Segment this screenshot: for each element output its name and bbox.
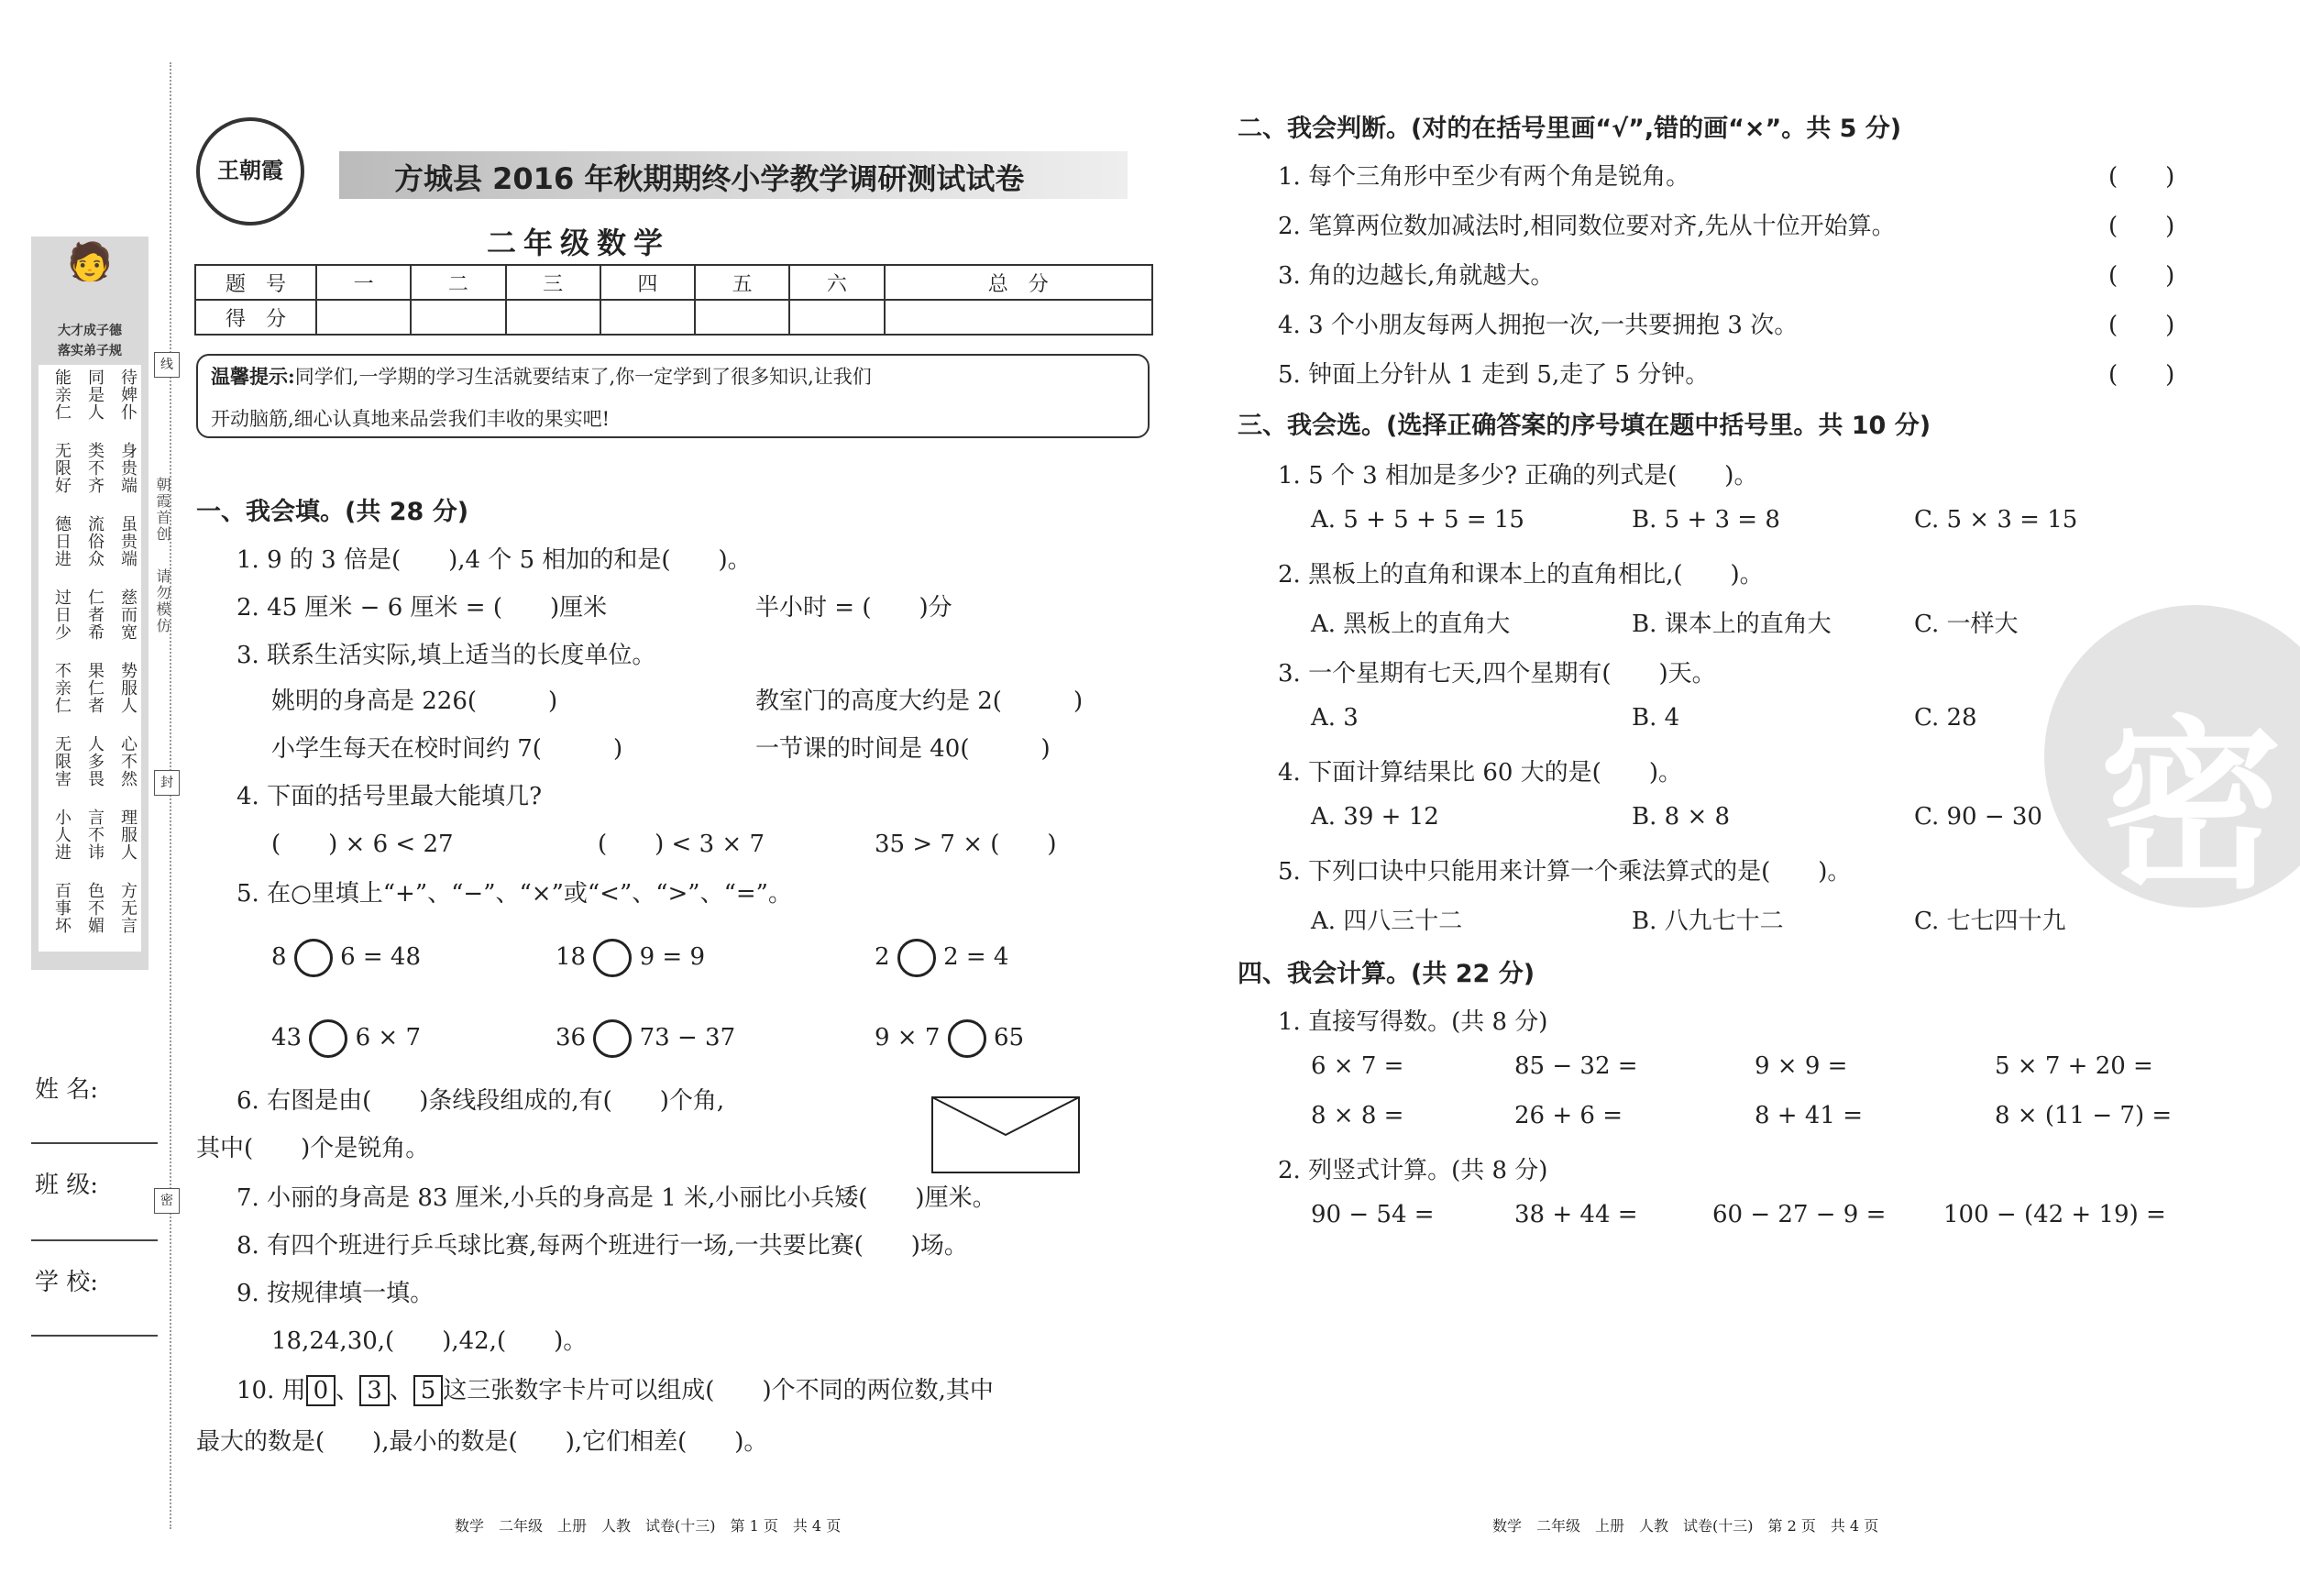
calc-item: 8 × 8 =: [1311, 1102, 1404, 1129]
footer-left: 数学 二年级 上册 人教 试卷(十三) 第 1 页 共 4 页: [455, 1517, 842, 1535]
score-cell: 六: [789, 265, 884, 300]
score-cell: 一: [316, 265, 411, 300]
proverb: 身贵端: [118, 442, 138, 494]
calc-item: 100 − (42 + 19) =: [1943, 1201, 2166, 1228]
compare-left: 8: [271, 943, 287, 971]
calc-item: 90 − 54 =: [1311, 1201, 1435, 1228]
score-input[interactable]: [695, 300, 789, 335]
digit-card: 5: [413, 1375, 444, 1406]
score-input[interactable]: [411, 300, 505, 335]
tip-line-1: [211, 356, 1135, 398]
tip-label: 温馨提示:: [211, 365, 295, 388]
compare-circle[interactable]: [309, 1019, 347, 1058]
compare-item: [556, 1019, 735, 1058]
proverb-strip: [31, 237, 149, 970]
calc-item: 9 × 9 =: [1755, 1052, 1848, 1080]
compare-right: 73 − 37: [639, 1024, 736, 1051]
choice-option[interactable]: C. 七七四十九: [1914, 908, 2066, 935]
compare-item: [875, 1019, 1024, 1058]
proverb: 类不齐: [85, 442, 105, 494]
seal-glyph: 密: [2099, 699, 2283, 914]
choice-question: 4. 下面计算结果比 60 大的是( )。: [1278, 759, 1682, 787]
footer-right: 数学 二年级 上册 人教 试卷(十三) 第 2 页 共 4 页: [1492, 1517, 1879, 1535]
secret-seal-watermark: [2044, 605, 2300, 914]
compare-right: 6 = 48: [340, 943, 422, 971]
proverb: 德日进: [52, 515, 72, 567]
proverb: 色不媚: [85, 882, 105, 934]
judge-item: 3. 角的边越长,角就越大。: [1278, 262, 1555, 290]
judge-answer[interactable]: ( ): [2108, 213, 2175, 240]
compare-right: 6 × 7: [355, 1024, 422, 1051]
judge-item: 4. 3 个小朋友每两人拥抱一次,一共要拥抱 3 次。: [1278, 312, 1799, 339]
s1-q4a: ( ) × 6 < 27: [271, 831, 454, 858]
section2-heading: 二、我会判断。(对的在括号里画“√”,错的画“×”。共 5 分): [1238, 115, 1902, 143]
compare-right: 9 = 9: [639, 943, 706, 971]
proverb: 理服人: [118, 809, 138, 861]
proverb: 慈而宽: [118, 589, 138, 641]
s1-q6b: 其中( )个是锐角。: [196, 1135, 430, 1162]
s1-q4c: 35 > 7 × ( ): [875, 831, 1057, 858]
motto-line-1: 大才成子德: [58, 324, 122, 338]
calc-item: 38 + 44 =: [1514, 1201, 1638, 1228]
section1-heading: 一、我会填。(共 28 分): [196, 498, 469, 526]
calc-item: 8 × (11 − 7) =: [1995, 1102, 2173, 1129]
choice-option[interactable]: B. 5 + 3 = 8: [1632, 506, 1780, 534]
proverb: 百事坏: [52, 882, 72, 934]
calc-item: 26 + 6 =: [1514, 1102, 1623, 1129]
name-label: 姓 名:: [35, 1076, 99, 1104]
choice-option[interactable]: B. 4: [1632, 704, 1680, 732]
s1-q2b: 半小时 = ( )分: [755, 594, 952, 622]
s1-q10b: 最大的数是( ),最小的数是( ),它们相差( )。: [196, 1428, 768, 1456]
s1-q6a: 6. 右图是由( )条线段组成的,有( )个角,: [237, 1087, 725, 1115]
s1-q7: 7. 小丽的身高是 83 厘米,小兵的身高是 1 米,小丽比小兵矮( )厘米。: [237, 1184, 996, 1212]
compare-item: [271, 1019, 421, 1058]
school-label: 学 校:: [35, 1269, 99, 1296]
proverb: 小人进: [52, 809, 72, 861]
choice-option[interactable]: B. 8 × 8: [1632, 803, 1731, 831]
s1-q8: 8. 有四个班进行乒乓球比赛,每两个班进行一场,一共要比赛( )场。: [237, 1232, 968, 1260]
s1-q3d: 一节课的时间是 40( ): [755, 735, 1051, 763]
choice-option[interactable]: C. 28: [1914, 704, 1977, 732]
s1-q5: 5. 在○里填上“+”、“−”、“×”或“<”、“>”、“=”。: [237, 880, 792, 908]
proverb: 待婢仆: [118, 369, 138, 421]
judge-item: 2. 笔算两位数加减法时,相同数位要对齐,先从十位开始算。: [1278, 213, 1896, 240]
s1-q4: 4. 下面的括号里最大能填几?: [237, 783, 543, 810]
score-input[interactable]: [316, 300, 411, 335]
compare-left: 9 × 7: [875, 1024, 941, 1051]
compare-right: 2 = 4: [943, 943, 1009, 971]
choice-option[interactable]: A. 5 + 5 + 5 = 15: [1311, 506, 1524, 534]
calc-sub2: 2. 列竖式计算。(共 8 分): [1278, 1157, 1548, 1184]
side-note-copy: 请勿模仿: [154, 568, 171, 634]
compare-left: 2: [875, 943, 890, 971]
choice-option[interactable]: A. 39 + 12: [1311, 803, 1439, 831]
proverb: 果仁者: [85, 662, 105, 714]
compare-left: 43: [271, 1024, 303, 1051]
judge-item: 1. 每个三角形中至少有两个角是锐角。: [1278, 163, 1690, 191]
score-cell: 四: [600, 265, 695, 300]
s1-q4b: ( ) < 3 × 7: [598, 831, 765, 858]
proverb: 势服人: [118, 662, 138, 714]
compare-circle[interactable]: [294, 939, 333, 977]
calc-sub1: 1. 直接写得数。(共 8 分): [1278, 1008, 1548, 1036]
calc-item: 6 × 7 =: [1311, 1052, 1404, 1080]
calc-item: 60 − 27 − 9 =: [1712, 1201, 1887, 1228]
proverb: 无限害: [52, 735, 72, 787]
s1-q3a: 姚明的身高是 226( ): [271, 688, 558, 715]
compare-right: 65: [993, 1024, 1025, 1051]
s1-q9: 9. 按规律填一填。: [237, 1280, 435, 1307]
s1-q3: 3. 联系生活实际,填上适当的长度单位。: [237, 642, 656, 669]
seal-box-seal: 封: [154, 770, 180, 796]
section3-heading: 三、我会选。(选择正确答案的序号填在题中括号里。共 10 分): [1238, 412, 1931, 440]
choice-option[interactable]: A. 3: [1311, 704, 1359, 732]
envelope-figure: [931, 1096, 1080, 1173]
calc-item: 8 + 41 =: [1755, 1102, 1863, 1129]
s1-q1: 1. 9 的 3 倍是( ),4 个 5 相加的和是( )。: [237, 546, 752, 574]
score-value-row: [195, 300, 1152, 335]
score-cell: 二: [411, 265, 505, 300]
score-input[interactable]: [885, 300, 1153, 335]
choice-question: 3. 一个星期有七天,四个星期有( )天。: [1278, 660, 1716, 688]
digit-card: 0: [306, 1375, 336, 1406]
exam-subtitle: 二年级数学: [486, 226, 670, 260]
score-input[interactable]: [600, 300, 695, 335]
compare-circle[interactable]: [593, 939, 632, 977]
compare-item: [556, 939, 705, 977]
proverb: 仁者希: [85, 589, 105, 641]
seal-box-secret: 密: [154, 1188, 180, 1214]
class-label: 班 级:: [35, 1172, 99, 1199]
motto-line-2: 落实弟子规: [58, 344, 122, 358]
choice-question: 5. 下列口诀中只能用来计算一个乘法算式的是( )。: [1278, 858, 1852, 886]
proverb-columns: [39, 365, 141, 952]
tip-box: [196, 354, 1150, 438]
choice-option[interactable]: B. 课本上的直角大: [1632, 611, 1832, 638]
choice-option[interactable]: C. 90 − 30: [1914, 803, 2042, 831]
judge-answer[interactable]: ( ): [2108, 163, 2175, 191]
compare-circle[interactable]: [948, 1019, 986, 1058]
compare-left: 36: [556, 1024, 587, 1051]
seal-box-line: 线: [154, 352, 180, 378]
proverb: 同是人: [85, 369, 105, 421]
score-input[interactable]: [789, 300, 884, 335]
proverb: 能亲仁: [52, 369, 72, 421]
proverb: 方无言: [118, 882, 138, 934]
choice-option[interactable]: A. 四八三十二: [1311, 908, 1463, 935]
compare-left: 18: [556, 943, 587, 971]
judge-item: 5. 钟面上分针从 1 走到 5,走了 5 分钟。: [1278, 361, 1710, 389]
score-header-row: [195, 265, 1152, 300]
choice-option[interactable]: C. 一样大: [1914, 611, 2019, 638]
proverb: 人多畏: [85, 735, 105, 787]
score-cell: 五: [695, 265, 789, 300]
s1-q10-pre: 10. 用: [237, 1377, 306, 1404]
proverb: 过日少: [52, 589, 72, 641]
compare-item: [271, 939, 421, 977]
judge-answer[interactable]: ( ): [2108, 312, 2175, 339]
proverb: 心不然: [118, 735, 138, 787]
score-input[interactable]: [506, 300, 600, 335]
school-field[interactable]: [31, 1335, 158, 1337]
compare-item: [875, 939, 1008, 977]
s1-q3b: 教室门的高度大约是 2( ): [755, 688, 1084, 715]
choice-question: 2. 黑板上的直角和课本上的直角相比,( )。: [1278, 561, 1764, 589]
proverb: 流俗众: [85, 515, 105, 567]
name-field[interactable]: [31, 1142, 158, 1144]
judge-answer[interactable]: ( ): [2108, 262, 2175, 290]
choice-option[interactable]: B. 八九七十二: [1632, 908, 1784, 935]
digit-card: 3: [359, 1375, 390, 1406]
choice-question: 1. 5 个 3 相加是多少? 正确的列式是( )。: [1278, 462, 1758, 490]
judge-answer[interactable]: ( ): [2108, 361, 2175, 389]
proverb: 言不讳: [85, 809, 105, 861]
s1-q10: 10. 用 0 、 3 、 5 这三张数字卡片可以组成( )个不同的两位数,其中: [237, 1377, 994, 1404]
tip-text-1: 同学们,一学期的学习生活就要结束了,你一定学到了很多知识,让我们: [294, 366, 872, 388]
score-cell: 得 分: [195, 300, 316, 335]
score-table: [194, 264, 1153, 336]
tip-line-2: 开动脑筋,细心认真地来品尝我们丰收的果实吧!: [211, 408, 611, 430]
calc-item: 85 − 32 =: [1514, 1052, 1638, 1080]
choice-option[interactable]: A. 黑板上的直角大: [1311, 611, 1511, 638]
binding-dotted-line: [170, 62, 171, 1529]
s1-q3c: 小学生每天在校时间约 7( ): [271, 735, 623, 763]
class-field[interactable]: [31, 1239, 158, 1241]
proverb: 不亲仁: [52, 662, 72, 714]
calc-item: 5 × 7 + 20 =: [1995, 1052, 2153, 1080]
compare-circle[interactable]: [593, 1019, 632, 1058]
proverb: 虽贵端: [118, 515, 138, 567]
scholar-icon: 🧑: [67, 240, 113, 283]
s1-q2a: 2. 45 厘米 − 6 厘米 = ( )厘米: [237, 594, 608, 622]
exam-title: 方城县 2016 年秋期期终小学教学调研测试试卷: [394, 161, 1025, 196]
score-cell: 题 号: [195, 265, 316, 300]
compare-circle[interactable]: [897, 939, 936, 977]
s1-q9a: 18,24,30,( ),42,( )。: [271, 1327, 588, 1355]
choice-option[interactable]: C. 5 × 3 = 15: [1914, 506, 2078, 534]
publisher-logo: [196, 117, 304, 226]
score-cell: 三: [506, 265, 600, 300]
score-cell: 总 分: [885, 265, 1153, 300]
section4-heading: 四、我会计算。(共 22 分): [1238, 960, 1535, 988]
side-note-origin: 朝霞首创: [154, 477, 171, 543]
proverb: 无限好: [52, 442, 72, 494]
logo-text: 王朝霞: [217, 157, 283, 183]
s1-q10-post: 这三张数字卡片可以组成( )个不同的两位数,其中: [443, 1377, 994, 1404]
